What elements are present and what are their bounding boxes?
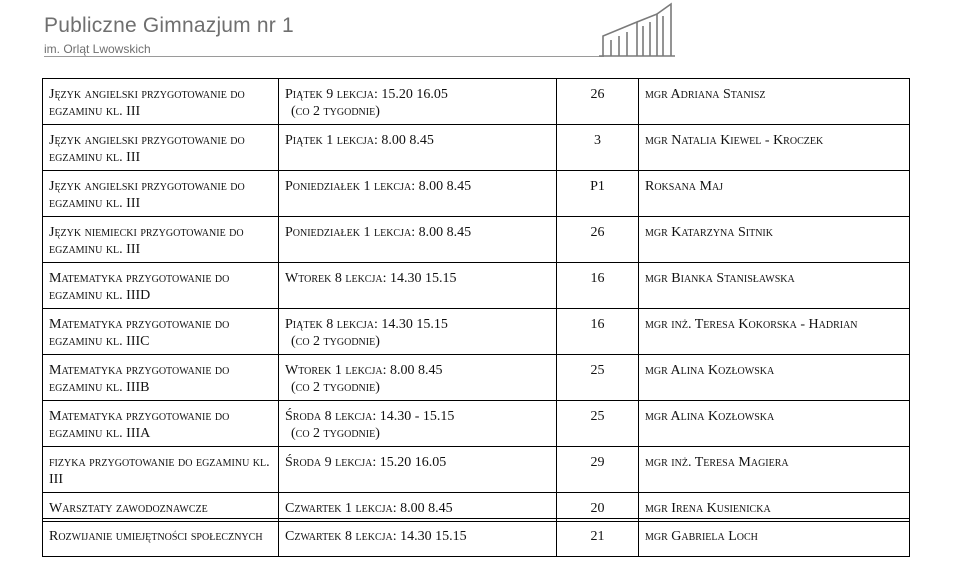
teacher-cell: mgr Adriana Stanisz xyxy=(639,79,910,125)
school-building-logo xyxy=(597,2,727,62)
time-text: Piątek 9 lekcja: 15.20 16.05 xyxy=(285,87,448,102)
subject-cell: Matematyka przygotowanie do egzaminu kl. IIIC xyxy=(43,309,279,355)
table-row xyxy=(43,217,910,263)
time-text: Środa 8 lekcja: 14.30 - 15.15 xyxy=(285,409,455,424)
teacher-cell: mgr Bianka Stanisławska xyxy=(639,263,910,309)
table-row xyxy=(43,263,910,309)
table-row xyxy=(43,125,910,171)
time-text: Czwartek 8 lekcja: 14.30 15.15 xyxy=(285,529,467,544)
table-row xyxy=(43,309,910,355)
header-divider xyxy=(44,56,604,57)
teacher-cell: mgr Alina Kozłowska xyxy=(639,401,910,447)
table-row xyxy=(43,79,910,125)
subject-cell: Język angielski przygotowanie do egzaminu kl. III xyxy=(43,79,279,125)
time-cell xyxy=(279,519,557,557)
room-cell: 21 xyxy=(557,519,639,557)
room-cell: 26 xyxy=(557,217,639,263)
time-cell xyxy=(279,79,557,125)
room-cell: 3 xyxy=(557,125,639,171)
table-row xyxy=(43,401,910,447)
schedule-table xyxy=(42,78,910,522)
time-note: (co 2 tygodnie) xyxy=(291,104,380,119)
time-note: (co 2 tygodnie) xyxy=(291,426,380,441)
school-name: Publiczne Gimnazjum nr 1 xyxy=(44,14,294,37)
time-cell xyxy=(279,263,557,309)
teacher-cell: Roksana Maj xyxy=(639,171,910,217)
time-text: Poniedziałek 1 lekcja: 8.00 8.45 xyxy=(285,225,472,240)
table-row xyxy=(43,519,910,557)
room-cell: 26 xyxy=(557,79,639,125)
table-row xyxy=(43,355,910,401)
subject-cell: Język niemiecki przygotowanie do egzaminu kl. III xyxy=(43,217,279,263)
time-text: Wtorek 8 lekcja: 14.30 15.15 xyxy=(285,271,457,286)
teacher-cell: mgr Alina Kozłowska xyxy=(639,355,910,401)
teacher-cell: mgr inż. Teresa Magiera xyxy=(639,447,910,493)
time-text: Poniedziałek 1 lekcja: 8.00 8.45 xyxy=(285,179,472,194)
subject-cell: Język angielski przygotowanie do egzaminu kl. III xyxy=(43,125,279,171)
room-cell: 29 xyxy=(557,447,639,493)
time-text: Piątek 1 lekcja: 8.00 8.45 xyxy=(285,133,434,148)
time-text: Piątek 8 lekcja: 14.30 15.15 xyxy=(285,317,448,332)
time-cell xyxy=(279,401,557,447)
room-cell: 25 xyxy=(557,355,639,401)
time-cell xyxy=(279,171,557,217)
teacher-cell: mgr Irena Kusienicka xyxy=(639,493,910,522)
time-cell xyxy=(279,309,557,355)
school-subtitle: im. Orląt Lwowskich xyxy=(44,42,151,56)
subject-cell: Rozwijanie umiejętności społecznych xyxy=(43,519,279,557)
teacher-cell: mgr Katarzyna Sitnik xyxy=(639,217,910,263)
time-cell xyxy=(279,355,557,401)
time-text: Czwartek 1 lekcja: 8.00 8.45 xyxy=(285,501,453,516)
page-header xyxy=(44,10,944,72)
room-cell: 16 xyxy=(557,309,639,355)
subject-cell: Matematyka przygotowanie do egzaminu kl. IIID xyxy=(43,263,279,309)
time-cell xyxy=(279,447,557,493)
time-text: Środa 9 lekcja: 15.20 16.05 xyxy=(285,455,447,470)
time-cell xyxy=(279,217,557,263)
table-row xyxy=(43,447,910,493)
time-cell xyxy=(279,125,557,171)
room-cell: 16 xyxy=(557,263,639,309)
teacher-cell: mgr Natalia Kiewel - Kroczek xyxy=(639,125,910,171)
teacher-cell: mgr inż. Teresa Kokorska - Hadrian xyxy=(639,309,910,355)
schedule-table-continued xyxy=(42,518,910,557)
table-row xyxy=(43,171,910,217)
time-note: (co 2 tygodnie) xyxy=(291,334,380,349)
teacher-cell: mgr Gabriela Loch xyxy=(639,519,910,557)
subject-cell: Warsztaty zawodoznawcze xyxy=(43,493,279,522)
time-text: Wtorek 1 lekcja: 8.00 8.45 xyxy=(285,363,443,378)
room-cell: 25 xyxy=(557,401,639,447)
subject-cell: Matematyka przygotowanie do egzaminu kl. IIIA xyxy=(43,401,279,447)
room-cell: P1 xyxy=(557,171,639,217)
subject-cell: fizyka przygotowanie do egzaminu kl. III xyxy=(43,447,279,493)
time-note: (co 2 tygodnie) xyxy=(291,380,380,395)
subject-cell: Matematyka przygotowanie do egzaminu kl. IIIB xyxy=(43,355,279,401)
subject-cell: Język angielski przygotowanie do egzaminu kl. III xyxy=(43,171,279,217)
room-cell: 20 xyxy=(557,493,639,522)
